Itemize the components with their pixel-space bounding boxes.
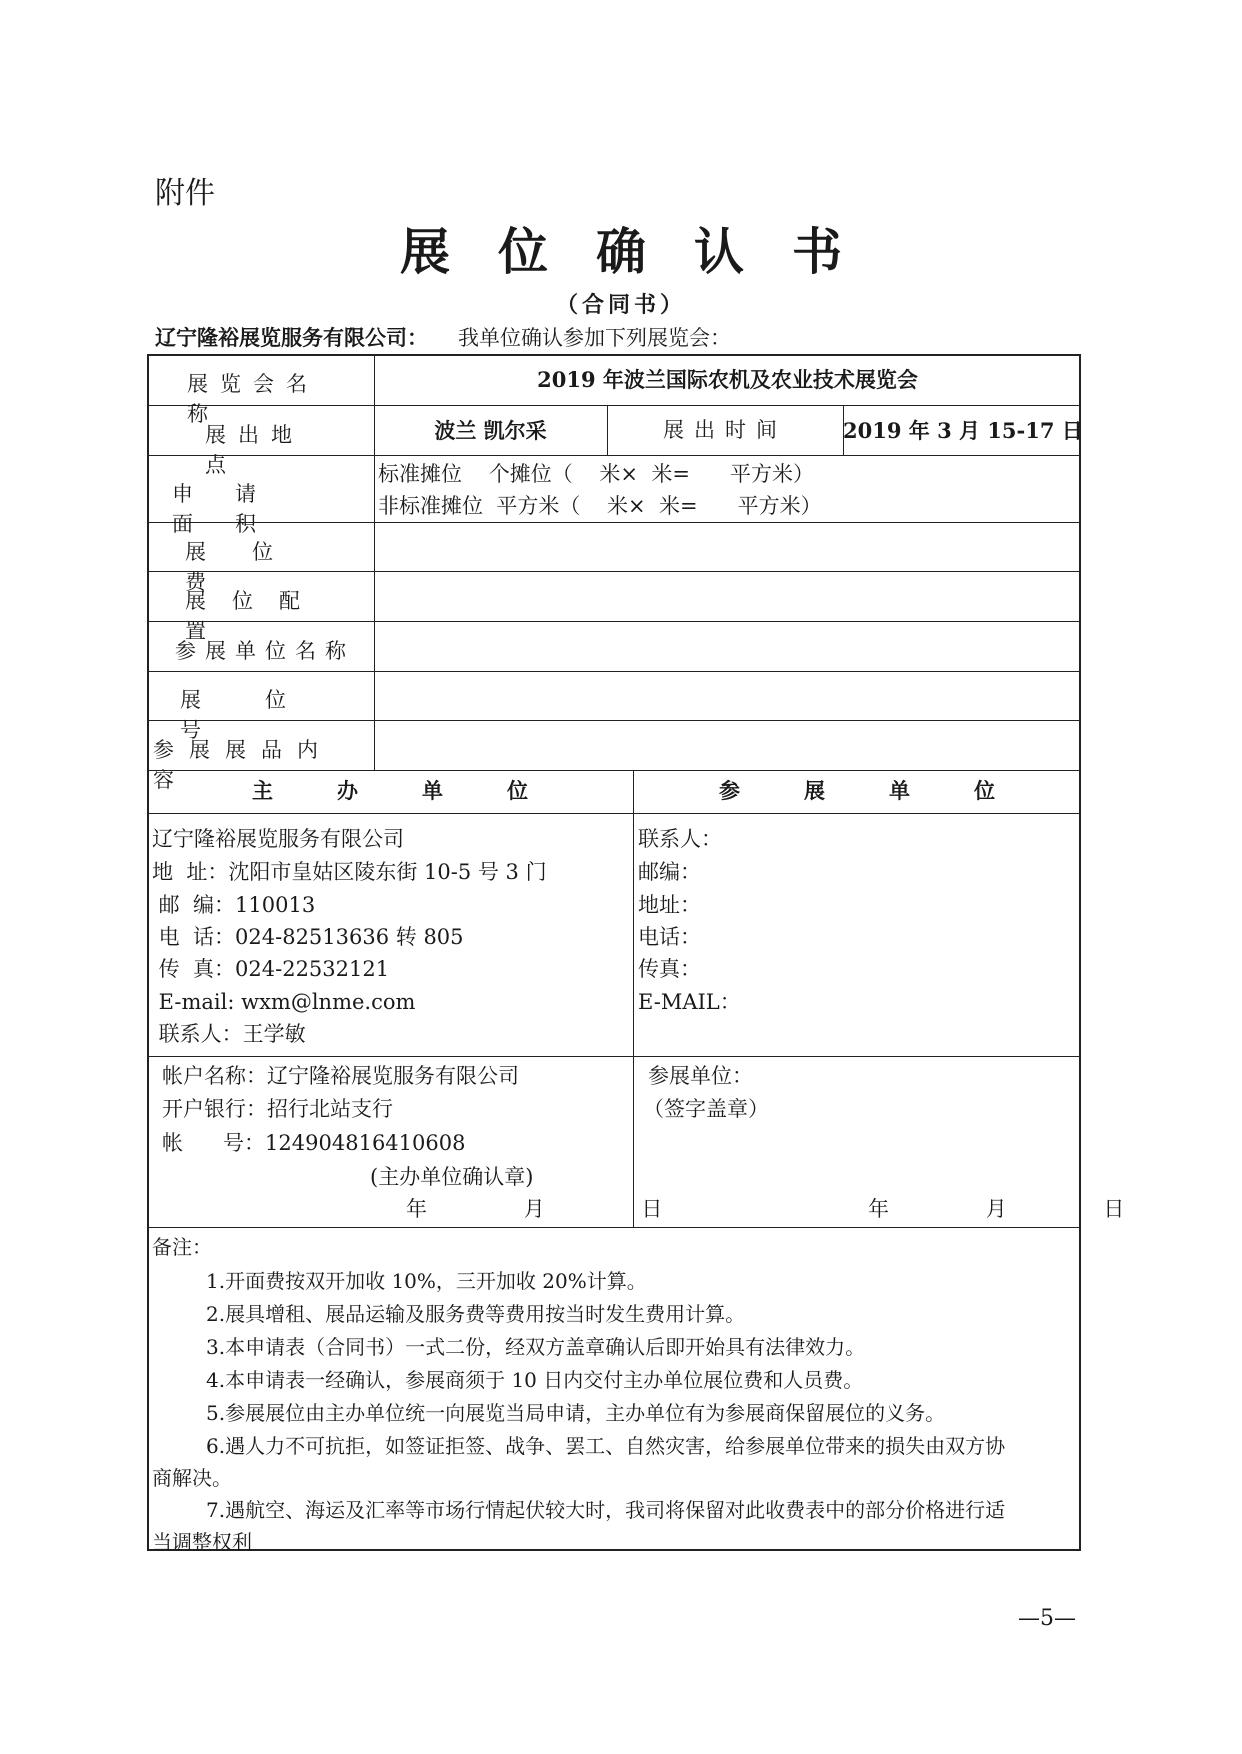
label-time: 展出时间: [663, 418, 787, 442]
organizer-seal: (主办单位确认章): [370, 1165, 534, 1189]
label-area: 申请面积: [172, 482, 298, 536]
note-2: 2.展具增租、展品运输及服务费等费用按当时发生费用计算。: [206, 1302, 746, 1326]
table-rule: [147, 1056, 1081, 1057]
label-exhibition-name: 展览会名称: [187, 372, 319, 426]
exhibitor-sign-field: 参展单位：: [648, 1064, 753, 1088]
account-name: 帐户名称：辽宁隆裕展览服务有限公司: [162, 1064, 519, 1088]
location-value: 波兰 凯尔采: [434, 418, 547, 443]
exhibitor-postcode-field: 邮编：: [638, 860, 701, 884]
exhibitor-contact-field: 联系人：: [638, 827, 722, 851]
area-nonstandard-booth: 非标准摊位 平方米（ 米× 米= 平方米）: [378, 494, 822, 518]
table-rule: [147, 1227, 1081, 1228]
label-booth-config: 展位配置: [185, 589, 326, 643]
note-1: 1.开面费按双开加收 10%，三开加收 20%计算。: [206, 1269, 647, 1293]
table-rule: [374, 354, 375, 770]
table-rule: [633, 770, 634, 1227]
organizer-header: 主办单位: [252, 779, 592, 803]
organizer-fax: 传 真：024-22532121: [152, 957, 390, 981]
label-booth-fee: 展位费: [185, 540, 319, 594]
page-number: —5—: [1018, 1606, 1076, 1631]
table-rule: [147, 671, 1081, 672]
label-exhibit-content: 参展展品内容: [153, 738, 333, 792]
note-3: 3.本申请表（合同书）一式二份，经双方盖章确认后即开始具有法律效力。: [206, 1335, 866, 1359]
organizer-postcode: 邮 编：110013: [152, 893, 316, 917]
exhibitor-phone-field: 电话：: [638, 925, 701, 949]
organizer-email: E-mail: wxm@lnme.com: [152, 990, 416, 1014]
organizer-contact: 联系人：王学敏: [152, 1022, 306, 1046]
annex-label: 附件: [155, 176, 215, 211]
label-location: 展出地点: [205, 423, 304, 477]
exhibitor-sign-note: （签字盖章）: [643, 1097, 769, 1121]
exhibitor-email-field: E-MAIL：: [638, 990, 741, 1014]
organizer-phone: 电 话：024-82513636 转 805: [152, 925, 464, 949]
exhibitor-address-field: 地址：: [638, 893, 701, 917]
exhibitor-date: 年 月 日: [868, 1197, 1139, 1221]
label-booth-no: 展位号: [180, 688, 350, 742]
intro-line: [155, 322, 731, 352]
note-6-cont: 商解决。: [152, 1466, 232, 1490]
note-5: 5.参展展位由主办单位统一向展览当局申请，主办单位有为参展商保留展位的义务。: [206, 1401, 946, 1425]
area-standard-booth: 标准摊位 个摊位（ 米× 米= 平方米）: [378, 462, 814, 486]
document-title: 展位确认书: [400, 222, 890, 281]
note-7: 7.遇航空、海运及汇率等市场行情起伏较大时，我司将保留对此收费表中的部分价格进行适: [206, 1498, 1006, 1522]
notes-heading: 备注：: [152, 1235, 212, 1259]
label-exhibitor-name: 参展单位名称: [175, 639, 355, 663]
addressee-company: 辽宁隆裕展览服务有限公司：: [155, 326, 428, 350]
organizer-address: 地 址：沈阳市皇姑区陵东街 10-5 号 3 门: [152, 860, 547, 884]
exhibitor-header: 参展单位: [719, 779, 1059, 803]
intro-text: 我单位确认参加下列展览会：: [458, 326, 731, 350]
note-4: 4.本申请表一经确认，参展商须于 10 日内交付主办单位展位费和人员费。: [206, 1368, 864, 1392]
organizer-company: 辽宁隆裕展览服务有限公司: [152, 827, 404, 851]
note-6: 6.遇人力不可抗拒，如签证拒签、战争、罢工、自然灾害，给参展单位带来的损失由双方协: [206, 1434, 1006, 1458]
exhibition-name-value: 2019 年波兰国际农机及农业技术展览会: [537, 367, 918, 392]
organizer-date: 年 月 日: [406, 1197, 677, 1221]
account-bank: 开户银行：招行北站支行: [162, 1097, 393, 1121]
exhibitor-fax-field: 传真：: [638, 957, 701, 981]
account-number: 帐 号：124904816410608: [162, 1131, 466, 1155]
table-rule: [147, 813, 1081, 814]
note-7-cont: 当调整权利: [152, 1530, 252, 1554]
time-value: 2019 年 3 月 15-17 日: [843, 418, 1083, 443]
document-subtitle: （合同书）: [555, 293, 686, 318]
